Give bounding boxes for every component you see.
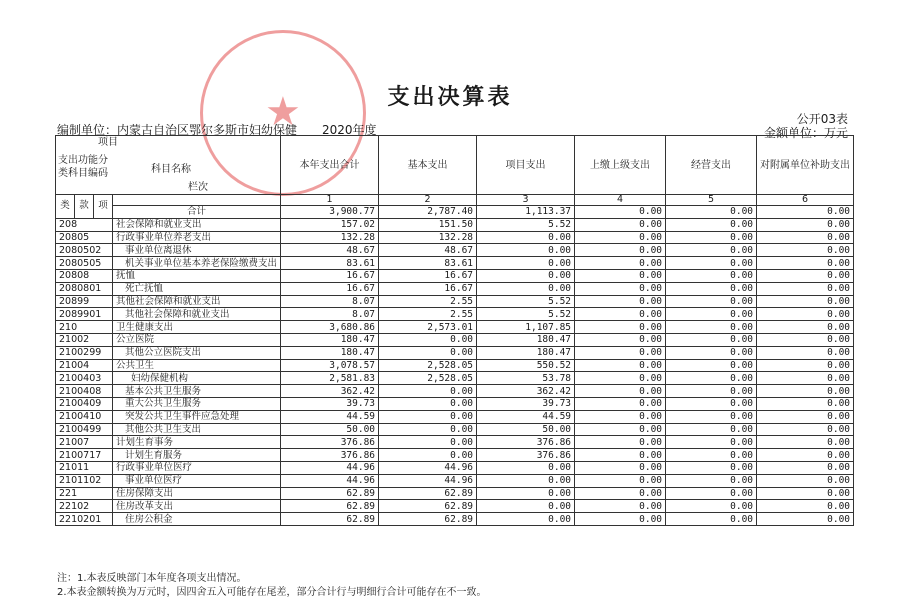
row-value-5: 0.00: [666, 231, 757, 244]
row-code: 210: [56, 321, 113, 334]
row-value-2: 16.67: [379, 269, 477, 282]
row-subject-name: 卫生健康支出: [113, 321, 281, 334]
row-value-1: 2,581.83: [281, 372, 379, 385]
row-value-3: 50.00: [477, 423, 575, 436]
row-subject-name: 基本公共卫生服务: [113, 385, 281, 398]
row-value-1: 8.07: [281, 308, 379, 321]
page-title: 支出决算表: [387, 85, 513, 110]
header-lei: 类: [56, 195, 75, 219]
row-value-3: 0.00: [477, 244, 575, 257]
row-subject-name: 其他公共卫生支出: [113, 423, 281, 436]
row-value-3: 362.42: [477, 385, 575, 398]
compiling-org: 编制单位：内蒙古自治区鄂尔多斯市妇幼保健: [57, 123, 298, 137]
row-value-3: 376.86: [477, 449, 575, 462]
row-code: 2100410: [56, 410, 113, 423]
row-value-2: 0.00: [379, 436, 477, 449]
row-value-2: 0.00: [379, 423, 477, 436]
row-code: 20805: [56, 231, 113, 244]
header-xiang: 项: [94, 195, 113, 219]
row-code: 20899: [56, 295, 113, 308]
row-value-2: 48.67: [379, 244, 477, 257]
row-value-3: 180.47: [477, 333, 575, 346]
total-v4: 0.00: [575, 206, 666, 219]
row-value-6: 0.00: [757, 295, 854, 308]
row-value-3: 0.00: [477, 282, 575, 295]
row-value-3: 0.00: [477, 461, 575, 474]
row-code: 2080505: [56, 257, 113, 270]
row-value-3: 0.00: [477, 487, 575, 500]
row-value-3: 0.00: [477, 500, 575, 513]
row-value-1: 16.67: [281, 282, 379, 295]
row-subject-name: 住房公积金: [113, 513, 281, 526]
row-value-5: 0.00: [666, 308, 757, 321]
row-value-3: 53.78: [477, 372, 575, 385]
row-value-1: 44.96: [281, 461, 379, 474]
row-value-6: 0.00: [757, 282, 854, 295]
table-row: [56, 385, 854, 398]
row-value-4: 0.00: [575, 308, 666, 321]
row-value-4: 0.00: [575, 295, 666, 308]
row-value-4: 0.00: [575, 436, 666, 449]
row-value-1: 180.47: [281, 333, 379, 346]
table-row: [56, 397, 854, 410]
row-value-5: 0.00: [666, 487, 757, 500]
row-value-6: 0.00: [757, 487, 854, 500]
row-value-1: 3,078.57: [281, 359, 379, 372]
row-value-4: 0.00: [575, 513, 666, 526]
row-value-4: 0.00: [575, 397, 666, 410]
table-row: [56, 231, 854, 244]
row-value-4: 0.00: [575, 359, 666, 372]
total-v3: 1,113.37: [477, 206, 575, 219]
row-value-5: 0.00: [666, 513, 757, 526]
table-row: [56, 359, 854, 372]
total-label: 合计: [113, 206, 281, 219]
row-value-3: 550.52: [477, 359, 575, 372]
row-value-1: 16.67: [281, 269, 379, 282]
row-subject-name: 机关事业单位基本养老保险缴费支出: [113, 257, 281, 270]
row-value-2: 2,528.05: [379, 359, 477, 372]
row-value-6: 0.00: [757, 474, 854, 487]
row-subject-name: 住房保障支出: [113, 487, 281, 500]
row-value-4: 0.00: [575, 372, 666, 385]
row-value-6: 0.00: [757, 410, 854, 423]
row-code: 2210201: [56, 513, 113, 526]
header-col-6: 对附属单位补助支出: [757, 136, 854, 195]
row-value-1: 62.89: [281, 487, 379, 500]
col-no-3: 3: [477, 195, 575, 206]
table-row: [56, 308, 854, 321]
row-subject-name: 事业单位医疗: [113, 474, 281, 487]
row-value-5: 0.00: [666, 385, 757, 398]
row-value-3: 0.00: [477, 231, 575, 244]
row-value-2: 83.61: [379, 257, 477, 270]
row-value-1: 376.86: [281, 436, 379, 449]
header-subject-name: 科目名称: [151, 164, 191, 175]
table-row: [56, 295, 854, 308]
row-value-5: 0.00: [666, 321, 757, 334]
row-code: 208: [56, 218, 113, 231]
header-col-2: 基本支出: [379, 136, 477, 195]
row-value-3: 376.86: [477, 436, 575, 449]
row-value-6: 0.00: [757, 385, 854, 398]
row-code: 21011: [56, 461, 113, 474]
row-value-4: 0.00: [575, 231, 666, 244]
row-subject-name: 公共卫生: [113, 359, 281, 372]
row-value-2: 132.28: [379, 231, 477, 244]
row-value-2: 0.00: [379, 333, 477, 346]
row-value-4: 0.00: [575, 474, 666, 487]
header-col-3: 项目支出: [477, 136, 575, 195]
row-value-3: 5.52: [477, 295, 575, 308]
row-value-1: 44.59: [281, 410, 379, 423]
row-value-2: 62.89: [379, 500, 477, 513]
row-code: 2100499: [56, 423, 113, 436]
row-value-4: 0.00: [575, 218, 666, 231]
header-col-1: 本年支出合计: [281, 136, 379, 195]
row-value-3: 5.52: [477, 308, 575, 321]
header-project-cell: [56, 136, 281, 195]
row-value-4: 0.00: [575, 269, 666, 282]
row-value-5: 0.00: [666, 295, 757, 308]
row-value-4: 0.00: [575, 282, 666, 295]
row-value-1: 180.47: [281, 346, 379, 359]
row-code: 2101102: [56, 474, 113, 487]
row-value-5: 0.00: [666, 372, 757, 385]
row-value-2: 44.96: [379, 461, 477, 474]
table-row: [56, 449, 854, 462]
row-value-5: 0.00: [666, 244, 757, 257]
row-value-2: 0.00: [379, 385, 477, 398]
row-value-6: 0.00: [757, 423, 854, 436]
amount-unit: 金额单位：万元: [763, 126, 848, 140]
col-no-6: 6: [757, 195, 854, 206]
table-row: [56, 513, 854, 526]
row-value-6: 0.00: [757, 257, 854, 270]
row-subject-name: 社会保障和就业支出: [113, 218, 281, 231]
row-code: 2100717: [56, 449, 113, 462]
row-value-2: 44.96: [379, 474, 477, 487]
row-value-4: 0.00: [575, 423, 666, 436]
row-value-6: 0.00: [757, 269, 854, 282]
row-subject-name: 重大公共卫生服务: [113, 397, 281, 410]
row-value-3: 0.00: [477, 474, 575, 487]
table-row: [56, 436, 854, 449]
row-value-4: 0.00: [575, 410, 666, 423]
row-value-2: 62.89: [379, 487, 477, 500]
row-value-3: 5.52: [477, 218, 575, 231]
row-value-1: 44.96: [281, 474, 379, 487]
row-value-5: 0.00: [666, 282, 757, 295]
col-no-1: 1: [281, 195, 379, 206]
row-subject-name: 计划生育服务: [113, 449, 281, 462]
col-no-4: 4: [575, 195, 666, 206]
header-func-class: 支出功能分类科目编码: [58, 155, 108, 179]
row-value-3: 39.73: [477, 397, 575, 410]
row-value-3: 180.47: [477, 346, 575, 359]
row-value-6: 0.00: [757, 372, 854, 385]
row-value-6: 0.00: [757, 359, 854, 372]
row-value-5: 0.00: [666, 333, 757, 346]
row-value-4: 0.00: [575, 487, 666, 500]
row-value-4: 0.00: [575, 346, 666, 359]
row-value-1: 48.67: [281, 244, 379, 257]
total-row: [56, 206, 854, 219]
row-value-6: 0.00: [757, 231, 854, 244]
row-code: 2100409: [56, 397, 113, 410]
row-subject-name: 妇幼保健机构: [113, 372, 281, 385]
header-kuan: 款: [75, 195, 94, 219]
row-value-6: 0.00: [757, 321, 854, 334]
row-code: 2080801: [56, 282, 113, 295]
total-v6: 0.00: [757, 206, 854, 219]
row-value-5: 0.00: [666, 218, 757, 231]
row-value-5: 0.00: [666, 423, 757, 436]
footnotes: [57, 572, 487, 600]
row-value-5: 0.00: [666, 257, 757, 270]
report-year: 2020年度: [322, 123, 377, 137]
row-subject-name: 计划生育事务: [113, 436, 281, 449]
row-value-5: 0.00: [666, 500, 757, 513]
row-subject-name: 事业单位离退休: [113, 244, 281, 257]
table-row: [56, 474, 854, 487]
row-value-1: 132.28: [281, 231, 379, 244]
table-row: [56, 487, 854, 500]
row-subject-name: 死亡抚恤: [113, 282, 281, 295]
header-col-4: 上缴上级支出: [575, 136, 666, 195]
row-value-1: 376.86: [281, 449, 379, 462]
row-value-4: 0.00: [575, 321, 666, 334]
row-value-2: 2.55: [379, 295, 477, 308]
row-value-6: 0.00: [757, 346, 854, 359]
row-value-6: 0.00: [757, 449, 854, 462]
row-value-4: 0.00: [575, 449, 666, 462]
note-2: 2.本表金额转换为万元时，因四舍五入可能存在尾差，部分合计行与明细行合计可能存在不一致。: [57, 587, 487, 598]
table-row: [56, 346, 854, 359]
row-value-5: 0.00: [666, 461, 757, 474]
col-no-2: 2: [379, 195, 477, 206]
row-value-3: 0.00: [477, 513, 575, 526]
row-value-1: 362.42: [281, 385, 379, 398]
row-subject-name: 行政事业单位医疗: [113, 461, 281, 474]
form-code: 公开03表: [796, 112, 848, 126]
row-subject-name: 住房改革支出: [113, 500, 281, 513]
row-value-4: 0.00: [575, 244, 666, 257]
row-value-5: 0.00: [666, 359, 757, 372]
row-value-2: 0.00: [379, 449, 477, 462]
row-value-2: 2.55: [379, 308, 477, 321]
row-value-5: 0.00: [666, 449, 757, 462]
col-no-5: 5: [666, 195, 757, 206]
total-v1: 3,900.77: [281, 206, 379, 219]
row-value-6: 0.00: [757, 308, 854, 321]
row-code: 20808: [56, 269, 113, 282]
row-value-3: 1,107.85: [477, 321, 575, 334]
row-code: 2100403: [56, 372, 113, 385]
row-value-5: 0.00: [666, 474, 757, 487]
seal-star-icon: ★: [265, 89, 301, 135]
table-row: [56, 244, 854, 257]
row-code: 21007: [56, 436, 113, 449]
row-code: 2100299: [56, 346, 113, 359]
row-value-2: 2,573.01: [379, 321, 477, 334]
row-value-6: 0.00: [757, 333, 854, 346]
row-value-1: 39.73: [281, 397, 379, 410]
row-code: 2100408: [56, 385, 113, 398]
row-value-2: 62.89: [379, 513, 477, 526]
row-value-1: 157.02: [281, 218, 379, 231]
table-row: [56, 372, 854, 385]
row-value-1: 8.07: [281, 295, 379, 308]
row-value-1: 3,680.86: [281, 321, 379, 334]
row-subject-name: 行政事业单位养老支出: [113, 231, 281, 244]
row-code: 2080502: [56, 244, 113, 257]
row-subject-name: 公立医院: [113, 333, 281, 346]
table-row: [56, 321, 854, 334]
row-value-4: 0.00: [575, 257, 666, 270]
row-value-1: 50.00: [281, 423, 379, 436]
table-row: [56, 282, 854, 295]
row-value-6: 0.00: [757, 244, 854, 257]
row-value-5: 0.00: [666, 410, 757, 423]
row-value-6: 0.00: [757, 513, 854, 526]
row-value-6: 0.00: [757, 436, 854, 449]
row-value-2: 0.00: [379, 346, 477, 359]
row-value-6: 0.00: [757, 397, 854, 410]
row-value-3: 0.00: [477, 269, 575, 282]
row-value-2: 16.67: [379, 282, 477, 295]
row-value-1: 62.89: [281, 500, 379, 513]
row-value-3: 0.00: [477, 257, 575, 270]
table-row: [56, 500, 854, 513]
row-value-2: 0.00: [379, 397, 477, 410]
row-code: 21004: [56, 359, 113, 372]
row-value-5: 0.00: [666, 346, 757, 359]
header-xiangmu: 项目: [98, 137, 118, 148]
row-subject-name: 其他社会保障和就业支出: [113, 295, 281, 308]
row-value-4: 0.00: [575, 500, 666, 513]
header-lanci: 栏次: [188, 182, 208, 193]
row-value-4: 0.00: [575, 461, 666, 474]
row-value-6: 0.00: [757, 461, 854, 474]
header-col-5: 经营支出: [666, 136, 757, 195]
lanci-spacer: [113, 195, 281, 206]
expenditure-table: [55, 135, 854, 526]
row-value-5: 0.00: [666, 397, 757, 410]
row-code: 21002: [56, 333, 113, 346]
row-value-2: 151.50: [379, 218, 477, 231]
table-row: [56, 257, 854, 270]
row-subject-name: 抚恤: [113, 269, 281, 282]
table-row: [56, 410, 854, 423]
row-value-5: 0.00: [666, 436, 757, 449]
row-code: 221: [56, 487, 113, 500]
row-value-2: 0.00: [379, 410, 477, 423]
row-value-4: 0.00: [575, 385, 666, 398]
table-row: [56, 333, 854, 346]
table-row: [56, 269, 854, 282]
total-v5: 0.00: [666, 206, 757, 219]
row-value-5: 0.00: [666, 269, 757, 282]
row-code: 2089901: [56, 308, 113, 321]
row-subject-name: 其他社会保障和就业支出: [113, 308, 281, 321]
table-row: [56, 423, 854, 436]
row-value-2: 2,528.05: [379, 372, 477, 385]
row-value-1: 83.61: [281, 257, 379, 270]
total-v2: 2,787.40: [379, 206, 477, 219]
row-value-6: 0.00: [757, 500, 854, 513]
row-subject-name: 突发公共卫生事件应急处理: [113, 410, 281, 423]
table-row: [56, 218, 854, 231]
row-code: 22102: [56, 500, 113, 513]
note-1: 注：1.本表反映部门本年度各项支出情况。: [57, 573, 247, 584]
row-subject-name: 其他公立医院支出: [113, 346, 281, 359]
row-value-3: 44.59: [477, 410, 575, 423]
row-value-1: 62.89: [281, 513, 379, 526]
row-value-4: 0.00: [575, 333, 666, 346]
table-row: [56, 461, 854, 474]
row-value-6: 0.00: [757, 218, 854, 231]
